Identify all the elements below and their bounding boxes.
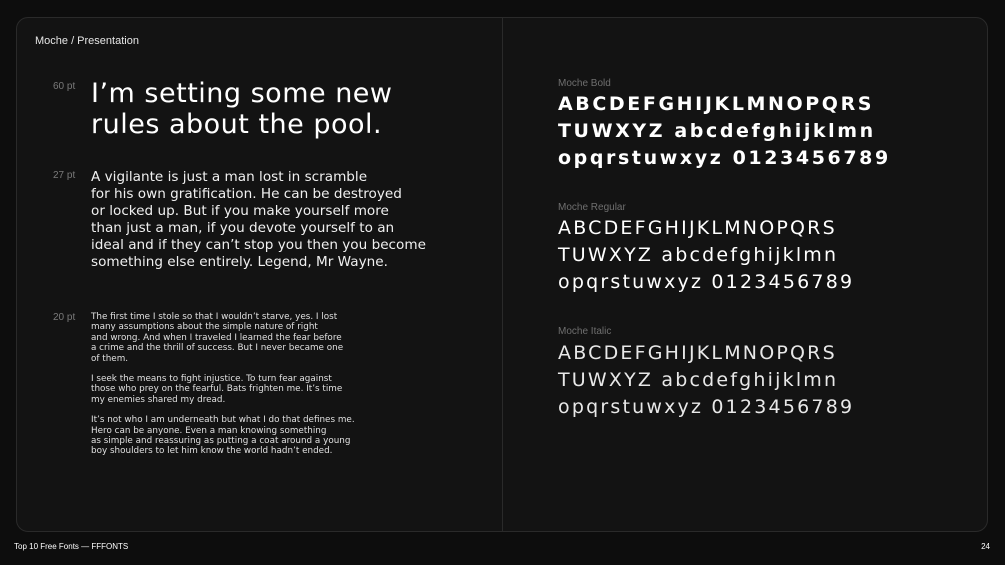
style-label-italic: Moche Italic [558, 326, 612, 337]
size-label-20: 20 pt [53, 312, 76, 323]
size-label-60: 60 pt [53, 81, 76, 92]
specimen-regular [558, 215, 978, 296]
sample-27pt [91, 169, 481, 271]
style-label-bold: Moche Bold [558, 78, 611, 89]
specimen-line: ABCDEFGHIJKLMNOPQRS [558, 342, 837, 364]
sample-20pt-paragraph: I seek the means to fight injustice. To turn fear against those who prey on the fearful. Bats frighten me. It’s time my enemies shared my dread. [91, 374, 343, 405]
style-label-regular: Moche Regular [558, 202, 626, 213]
sample-60pt [91, 78, 491, 140]
specimen-line: TUWXYZ abcdefghijklmn [558, 369, 839, 391]
sample-20pt-paragraph: It’s not who I am underneath but what I do that defines me. Hero can be anyone. Even a man knowing something as simple and reassuring as putting a coat around a young boy shoulders to let him know the world hadn’t ended. [91, 415, 355, 457]
specimen-italic [558, 340, 978, 421]
sample-60pt-text: I’m setting some new rules about the pool. [91, 78, 393, 140]
specimen-line: ABCDEFGHIJKLMNOPQRS [558, 93, 875, 115]
specimen-line: ABCDEFGHIJKLMNOPQRS [558, 217, 837, 239]
specimen-bold [558, 91, 978, 172]
specimen-line: TUWXYZ abcdefghijklmn [558, 120, 876, 142]
footer-title: Top 10 Free Fonts — FFFONTS [14, 542, 129, 551]
sample-27pt-text: A vigilante is just a man lost in scramble for his own gratification. He can be destroyed or locked up. But if you make yourself more than just a man, if you devote yourself to an ideal and if they can’t stop you then you become something else entirely. Legend, Mr Wayne. [91, 169, 426, 270]
sample-20pt-paragraph: The first time I stole so that I wouldn’t starve, yes. I lost many assumptions about the simple nature of right and wrong. And when I traveled I learned the fear before a crime and the thrill of success. But I never became one of them. [91, 312, 344, 364]
breadcrumb: Moche / Presentation [35, 35, 139, 47]
sample-20pt [91, 312, 421, 467]
size-label-27: 27 pt [53, 170, 76, 181]
page-number: 24 [981, 542, 990, 551]
specimen-line: TUWXYZ abcdefghijklmn [558, 244, 839, 266]
specimen-line: opqrstuwxyz 0123456789 [558, 147, 891, 169]
specimen-line: opqrstuwxyz 0123456789 [558, 396, 855, 418]
specimen-line: opqrstuwxyz 0123456789 [558, 271, 855, 293]
column-divider [502, 18, 503, 532]
